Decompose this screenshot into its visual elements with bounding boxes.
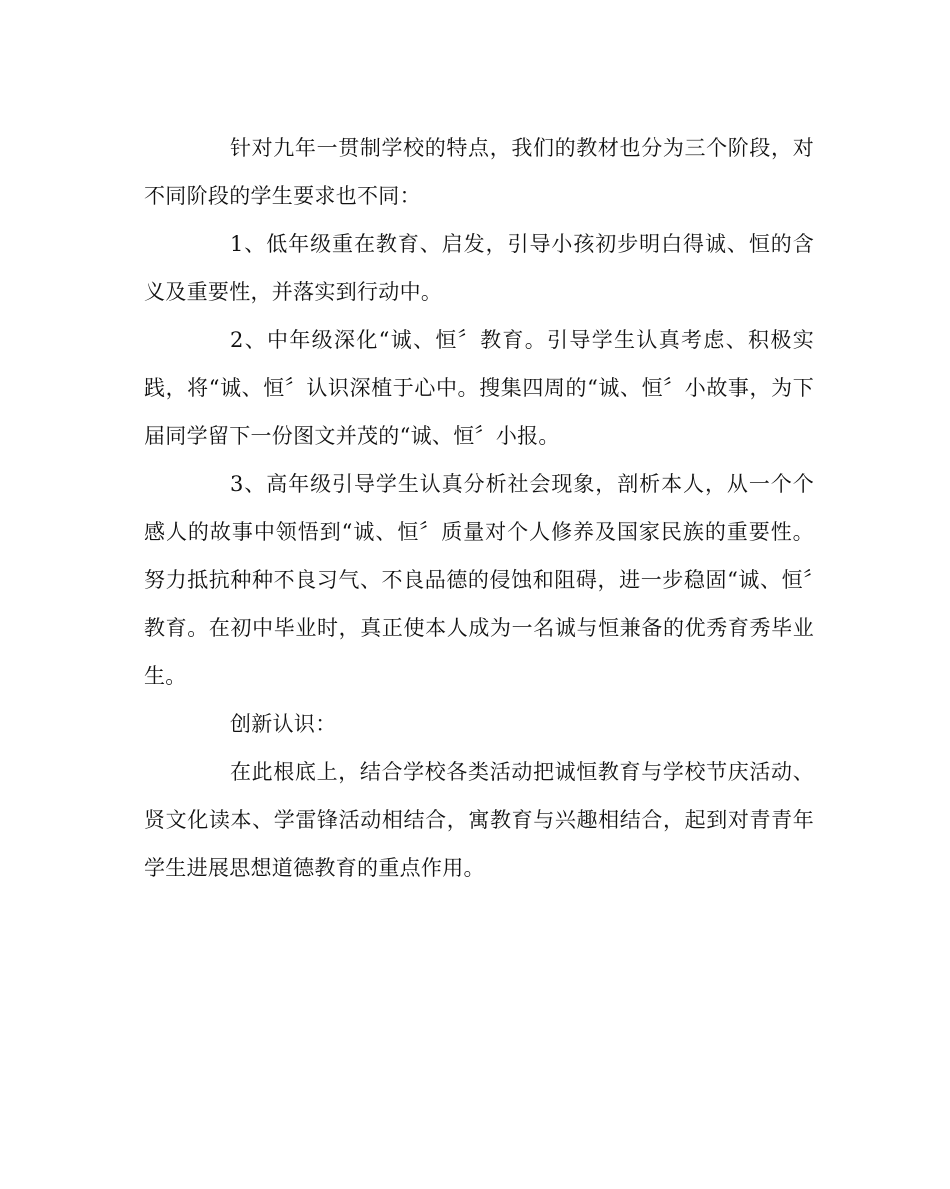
paragraph-intro: 针对九年一贯制学校的特点，我们的教材也分为三个阶段，对不同阶段的学生要求也不同： bbox=[144, 136, 814, 208]
document-body bbox=[144, 124, 814, 892]
paragraph-innovation-heading: 创新认识： bbox=[230, 712, 337, 736]
paragraph-innovation-body: 在此根底上，结合学校各类活动把诚恒教育与学校节庆活动、贤文化读本、学雷锋活动相结合，寓教育与兴趣相结合，起到对青青年学生进展思想道德教育的重点作用。 bbox=[144, 760, 814, 880]
paragraph-middle-grade: 2、中年级深化“诚、恒〞教育。引导学生认真考虑、积极实践，将“诚、恒〞认识深植于心中。搜集四周的“诚、恒〞小故事，为下届同学留下一份图文并茂的“诚、恒〞小报。 bbox=[144, 328, 814, 448]
paragraph-lower-grade: 1、低年级重在教育、启发，引导小孩初步明白得诚、恒的含义及重要性，并落实到行动中。 bbox=[144, 232, 814, 304]
paragraph-upper-grade: 3、高年级引导学生认真分析社会现象，剖析本人，从一个个感人的故事中领悟到“诚、恒〞质量对个人修养及国家民族的重要性。努力抵抗种种不良习气、不良品德的侵蚀和阻碍，进一步稳固“诚、恒〞教育。在初中毕业时，真正使本人成为一名诚与恒兼备的优秀育秀毕业生。 bbox=[144, 472, 814, 688]
